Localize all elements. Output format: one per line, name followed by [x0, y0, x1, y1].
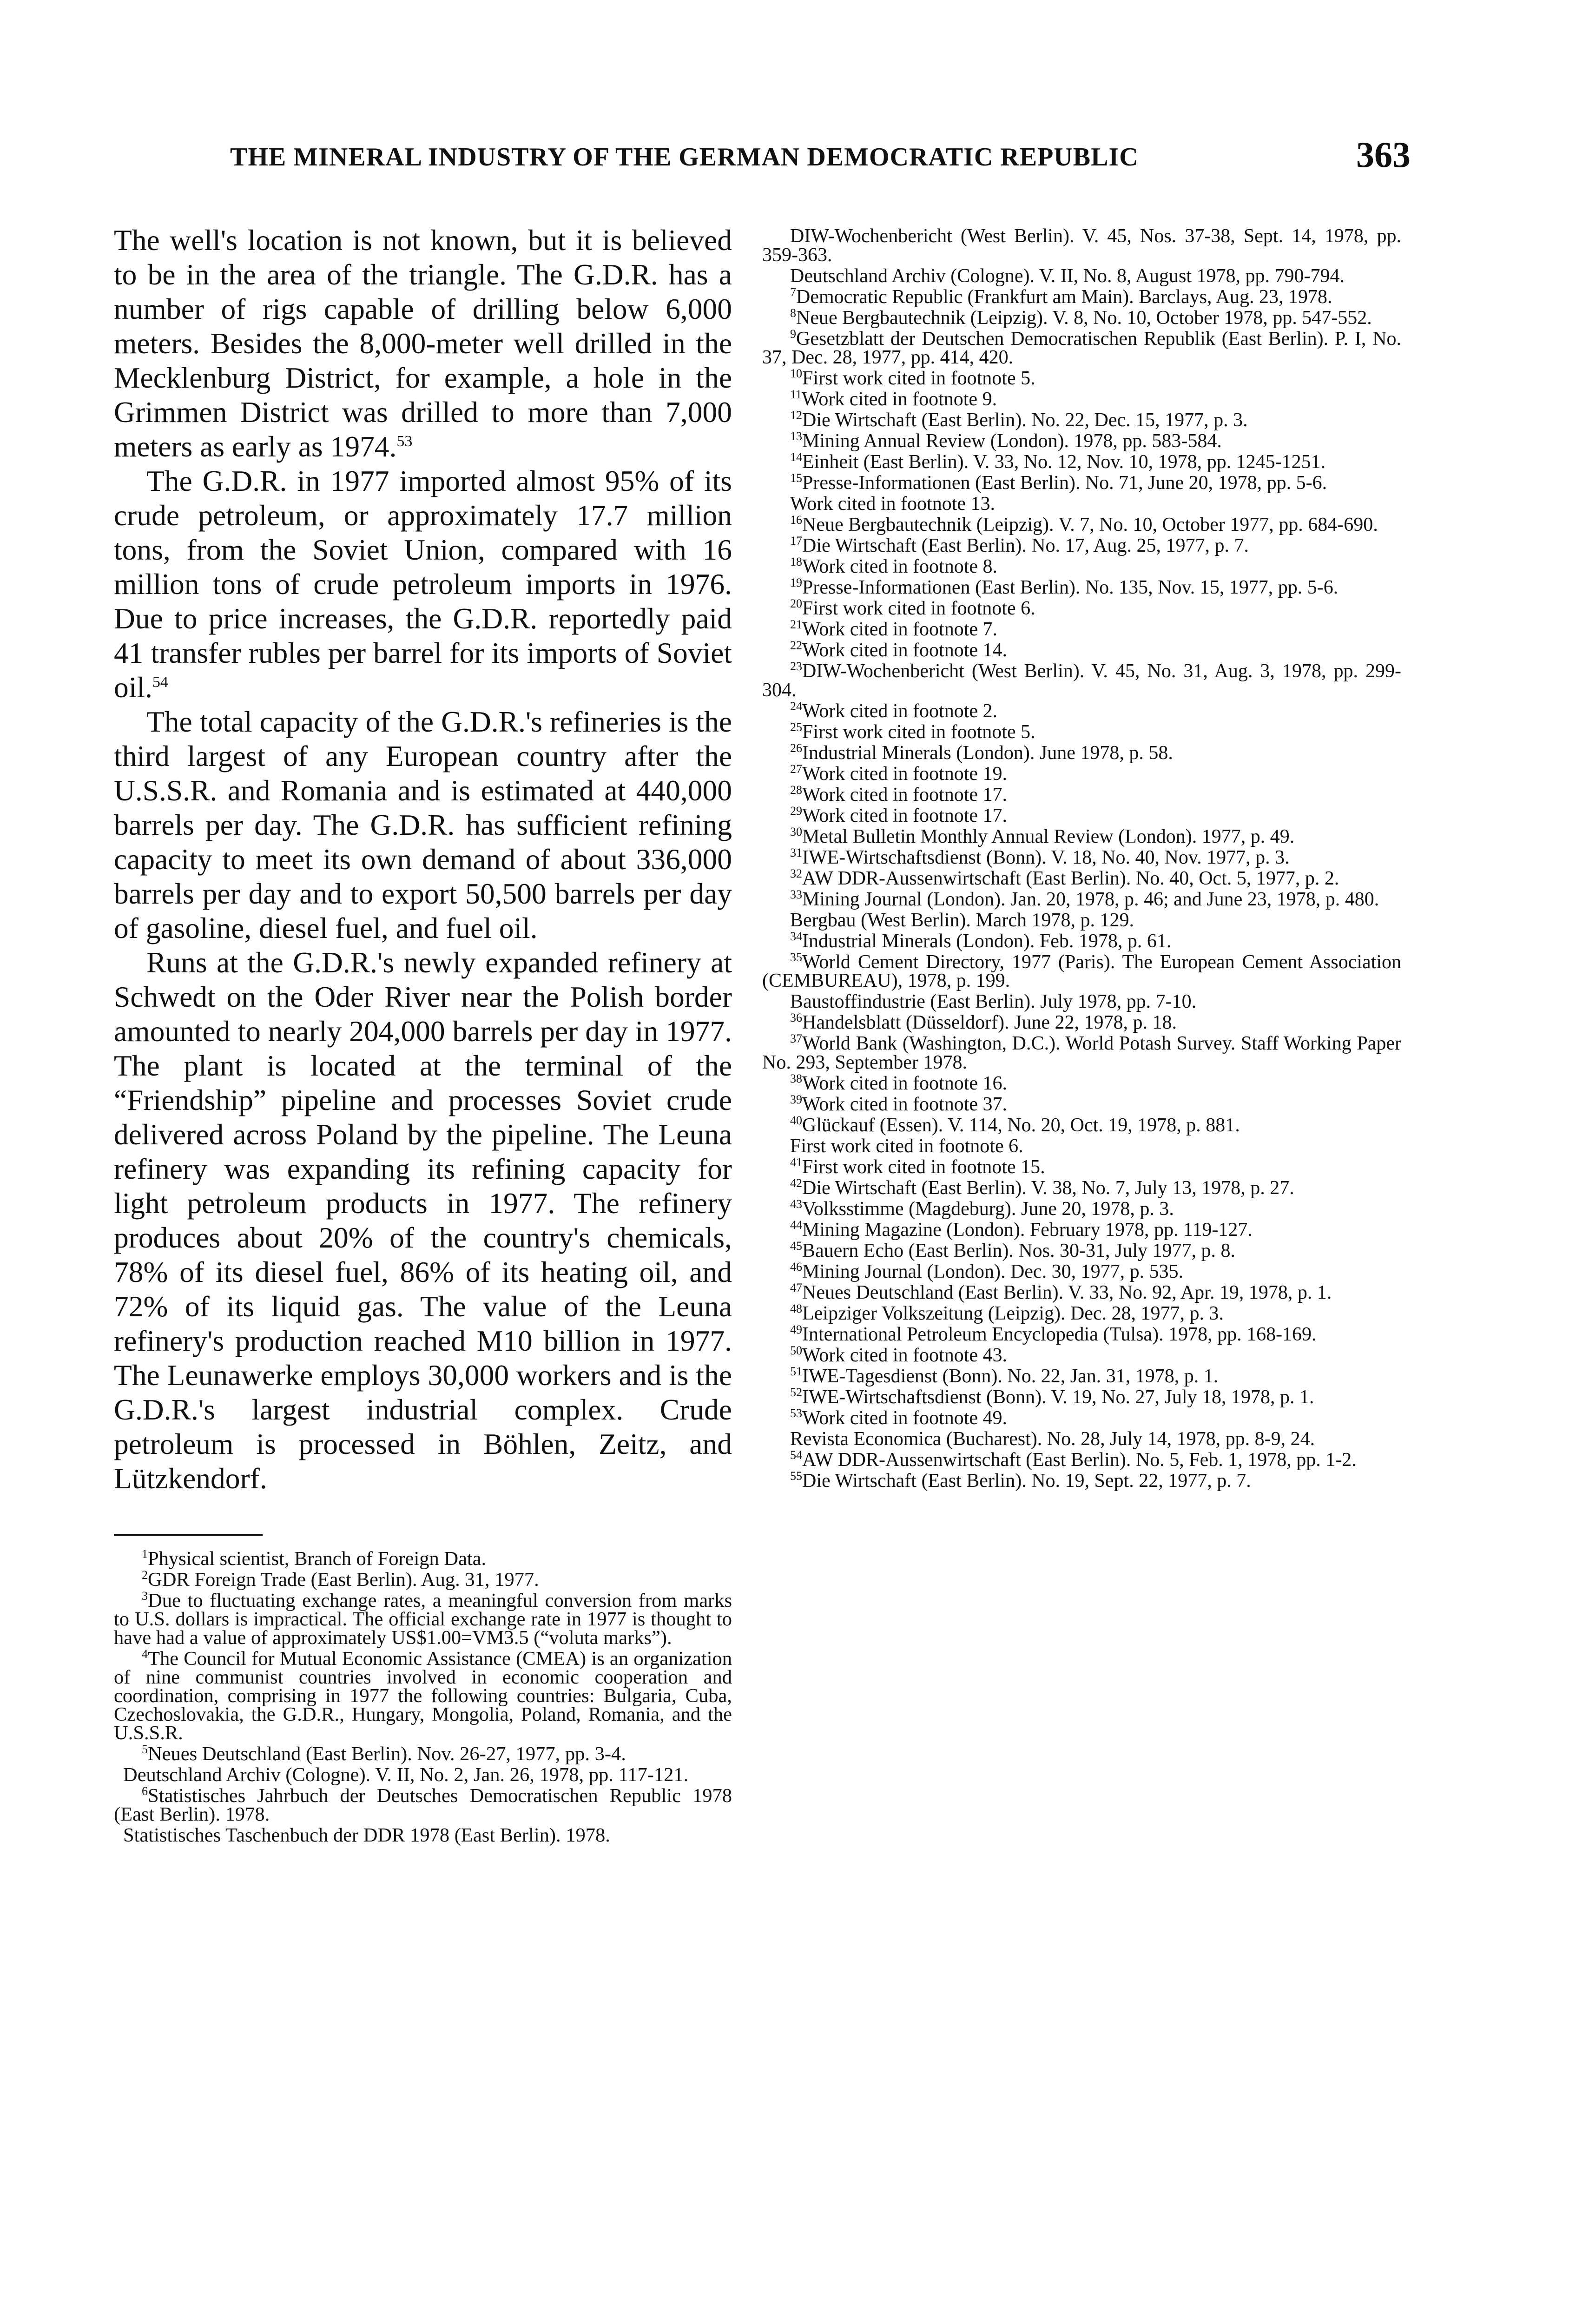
note-text: Work cited in footnote 8. — [802, 556, 998, 577]
reference-item — [762, 1013, 1401, 1032]
reference-item — [762, 1301, 1401, 1324]
reference-item — [762, 327, 1401, 368]
reference-item — [762, 1155, 1401, 1178]
reference-item — [762, 599, 1401, 618]
note-number: 12 — [790, 409, 802, 422]
note-text: Statistisches Taschenbuch der DDR 1978 (East Berlin). 1978. — [123, 1824, 610, 1846]
note-number: 54 — [790, 1448, 802, 1462]
footnote-rule — [114, 1534, 263, 1536]
note-number: 26 — [790, 741, 802, 755]
body-paragraph — [114, 223, 732, 464]
note-text: Volksstimme (Magdeburg). June 20, 1978, p. 3. — [802, 1198, 1174, 1220]
reference-item — [762, 1430, 1401, 1449]
reference-item — [762, 495, 1401, 514]
note-number: 13 — [790, 429, 802, 443]
note-text: Baustoffindustrie (East Berlin). July 1978, pp. 7-10. — [790, 991, 1197, 1012]
note-text: Neue Bergbautechnik (Leipzig). V. 8, No. 10, October 1978, pp. 547-552. — [796, 307, 1372, 329]
reference-item — [762, 1034, 1401, 1072]
note-number: 45 — [790, 1239, 802, 1253]
reference-item — [762, 578, 1401, 597]
reference-item — [762, 950, 1401, 991]
note-text: DIW-Wochenbericht (West Berlin). V. 45, Nos. 37-38, Sept. 14, 1978, pp. 359-363. — [762, 225, 1401, 266]
note-text: Work cited in footnote 49. — [802, 1407, 1008, 1429]
note-number: 22 — [790, 639, 802, 652]
note-text: Deutschland Archiv (Cologne). V. II, No. 8, August 1978, pp. 790-794. — [790, 265, 1345, 287]
note-text: Gesetzblatt der Deutschen Democratischen Republik (East Berlin). P. I, No. 37, Dec. 28, 1977, pp. 414, 420. — [762, 328, 1401, 368]
reference-item — [762, 929, 1401, 952]
reference-item — [762, 285, 1401, 308]
reference-item — [762, 1448, 1401, 1471]
paragraph-text: The G.D.R. in 1977 imported almost 95% of its crude petroleum, or approximately 17.7 million tons, from the Soviet Union, compared with 16 million tons of crude petroleum imports in 1976. Due to price increases, the G.D.R. reportedly paid 41 transfer rubles per barrel for its imports of Soviet oil. — [114, 464, 732, 704]
footnote-item — [114, 1547, 732, 1570]
reference-item — [762, 992, 1401, 1011]
reference-item — [762, 1469, 1401, 1492]
note-text: Deutschland Archiv (Cologne). V. II, No. 2, Jan. 26, 1978, pp. 117-121. — [123, 1764, 689, 1786]
reference-item — [762, 536, 1401, 555]
reference-item — [762, 1322, 1401, 1345]
note-text: Mining Journal (London). Dec. 30, 1977, p. 535. — [802, 1261, 1184, 1282]
note-number: 47 — [790, 1281, 802, 1294]
reference-item — [762, 1197, 1401, 1220]
note-text: First work cited in footnote 15. — [802, 1156, 1045, 1178]
paragraph-text: Runs at the G.D.R.'s newly expanded refinery at Schwedt on the Oder River near the Polish border amounted to nearly 204,000 barrels per day in 1977. The plant is located at the terminal of the “Friendship” pipeline and processes Soviet crude delivered across Poland by the pipeline. The Leuna refinery was expanding its refining capacity for light petroleum products in 1977. The refinery produces about 20% of the country's chemicals, 78% of its diesel fuel, 86% of its heating oil, and 72% of its liquid gas. The value of the Leuna refinery's production reached M10 billion in 1977. The Leunawerke employs 30,000 workers and is the G.D.R.'s largest industrial complex. Crude petroleum is processed in Böhlen, Zeitz, and Lützkendorf. — [114, 946, 732, 1495]
note-number: 41 — [790, 1155, 802, 1169]
reference-item — [762, 450, 1401, 473]
note-number: 30 — [790, 825, 802, 838]
note-number: 53 — [790, 1406, 802, 1420]
note-text: International Petroleum Encyclopedia (Tulsa). 1978, pp. 168-169. — [802, 1323, 1317, 1345]
body-paragraph — [114, 705, 732, 945]
note-number: 19 — [790, 576, 802, 589]
note-number: 21 — [790, 618, 802, 631]
reference-item — [762, 306, 1401, 329]
note-text: Neues Deutschland (East Berlin). Nov. 26-27, 1977, pp. 3-4. — [148, 1743, 626, 1765]
reference-item — [762, 390, 1401, 409]
reference-item — [762, 662, 1401, 700]
reference-item — [762, 1343, 1401, 1366]
page-header — [230, 134, 1411, 190]
reference-item — [762, 515, 1401, 535]
note-text: Leipziger Volkszeitung (Leipzig). Dec. 28, 1977, p. 3. — [802, 1302, 1224, 1324]
note-text: Work cited in footnote 7. — [802, 619, 998, 640]
note-text: GDR Foreign Trade (East Berlin). Aug. 31, 1977. — [148, 1569, 539, 1591]
note-number: 39 — [790, 1092, 802, 1106]
footnote-item — [114, 1591, 732, 1647]
reference-item — [762, 741, 1401, 764]
note-number: 32 — [790, 866, 802, 880]
note-text: Revista Economica (Bucharest). No. 28, July 14, 1978, pp. 8-9, 24. — [790, 1428, 1315, 1450]
reference-item — [762, 267, 1401, 286]
note-number: 40 — [790, 1113, 802, 1127]
reference-item — [762, 429, 1401, 452]
note-number: 17 — [790, 534, 802, 548]
reference-item — [762, 845, 1401, 868]
footnote-marker: 53 — [396, 432, 413, 450]
note-number: 33 — [790, 887, 802, 901]
note-text: First work cited in footnote 5. — [802, 368, 1035, 389]
footnote-list — [114, 1547, 732, 1846]
footnote-item — [114, 1784, 732, 1825]
note-text: World Cement Directory, 1977 (Paris). The European Cement Association (CEMBUREAU), 1978, p. 199. — [762, 951, 1401, 991]
reference-item — [762, 1385, 1401, 1408]
reference-item — [762, 641, 1401, 660]
note-number: 16 — [790, 513, 802, 527]
reference-item — [762, 557, 1401, 576]
footnote-marker: 54 — [152, 673, 168, 691]
note-number: 48 — [790, 1301, 802, 1315]
note-number: 51 — [790, 1364, 802, 1378]
note-number: 3 — [142, 1589, 148, 1603]
note-number: 31 — [790, 845, 802, 859]
reference-item — [762, 1283, 1401, 1302]
note-text: Mining Annual Review (London). 1978, pp. 583-584. — [802, 430, 1222, 452]
note-text: Work cited in footnote 2. — [802, 700, 998, 722]
note-number: 28 — [790, 783, 802, 797]
note-text: Industrial Minerals (London). June 1978, p. 58. — [802, 742, 1173, 764]
footnote-item — [114, 1742, 732, 1765]
note-text: Work cited in footnote 9. — [802, 389, 997, 410]
page-number: 363 — [1356, 134, 1411, 175]
note-text: Due to fluctuating exchange rates, a meaningful conversion from marks to U.S. dollars is impractical. The official exchange rate in 1977 is thought to have had a value of approximately US$1.00=VM3.5 (“voluta marks”). — [114, 1590, 732, 1649]
note-number: 34 — [790, 929, 802, 943]
paragraph-text: The total capacity of the G.D.R.'s refineries is the third largest of any European country after the U.S.S.R. and Romania and is estimated at 440,000 barrels per day. The G.D.R. has sufficient refining capacity to meet its own demand of about 336,000 barrels per day and to export 50,500 barrels per day of gasoline, diesel fuel, and fuel oil. — [114, 705, 732, 944]
paragraph-text: The well's location is not known, but it is believed to be in the area of the triangle. The G.D.R. has a number of rigs capable of drilling below 6,000 meters. Besides the 8,000-meter well drilled in the Mecklenburg District, for example, a hole in the Grimmen District was drilled to more than 7,000 meters as early as 1974. — [114, 224, 732, 463]
note-text: Glückauf (Essen). V. 114, No. 20, Oct. 19, 1978, p. 881. — [802, 1114, 1240, 1136]
reference-item — [762, 1262, 1401, 1281]
reference-item — [762, 411, 1401, 430]
note-text: Bergbau (West Berlin). March 1978, p. 129. — [790, 909, 1134, 931]
note-number: 38 — [790, 1071, 802, 1085]
note-number: 2 — [142, 1568, 148, 1582]
reference-item — [762, 720, 1401, 743]
reference-item — [762, 227, 1401, 264]
note-number: 7 — [790, 285, 796, 299]
note-number: 9 — [790, 327, 796, 341]
note-text: AW DDR-Aussenwirtschaft (East Berlin). No. 40, Oct. 5, 1977, p. 2. — [802, 867, 1339, 889]
reference-item — [762, 1137, 1401, 1156]
reference-item — [762, 783, 1401, 805]
reference-item — [762, 1241, 1401, 1261]
note-number: 42 — [790, 1176, 802, 1190]
note-text: Statistisches Jahrbuch der Deutsches Democratischen Republic 1978 (East Berlin). 1978. — [114, 1785, 732, 1825]
note-number: 4 — [142, 1647, 148, 1661]
reference-item — [762, 1218, 1401, 1241]
reference-item — [762, 866, 1401, 889]
reference-item — [762, 1364, 1401, 1387]
reference-item — [762, 762, 1401, 785]
references-column — [762, 227, 1401, 1492]
note-text: Neues Deutschland (East Berlin). V. 33, No. 92, Apr. 19, 1978, p. 1. — [802, 1281, 1332, 1303]
reference-item — [762, 1092, 1401, 1115]
note-text: Einheit (East Berlin). V. 33, No. 12, Nov. 10, 1978, pp. 1245-1251. — [802, 451, 1326, 473]
running-title: THE MINERAL INDUSTRY OF THE GERMAN DEMOCRATIC REPUBLIC — [230, 143, 1139, 172]
reference-item — [762, 369, 1401, 388]
note-text: The Council for Mutual Economic Assistance (CMEA) is an organization of nine communist countries involved in economic cooperation and coordination, comprising in 1977 the following countries: Bulgaria, Cuba, Czechoslovakia, the G.D.R., Hungary, Mongolia, Poland, Romania, and the U.S.S.R. — [114, 1648, 732, 1744]
body-paragraph — [114, 945, 732, 1496]
footnote-item — [114, 1826, 732, 1845]
note-text: Mining Magazine (London). February 1978, pp. 119-127. — [802, 1219, 1253, 1241]
note-text: Bauern Echo (East Berlin). Nos. 30-31, July 1977, p. 8. — [802, 1240, 1236, 1261]
note-text: Presse-Informationen (East Berlin). No. 71, June 20, 1978, pp. 5-6. — [802, 472, 1327, 494]
note-number: 23 — [790, 660, 802, 673]
note-text: IWE-Tagesdienst (Bonn). No. 22, Jan. 31, 1978, p. 1. — [802, 1365, 1219, 1387]
reference-item — [762, 699, 1401, 722]
note-text: Work cited in footnote 43. — [802, 1344, 1008, 1366]
body-paragraph — [114, 464, 732, 705]
body-text — [114, 223, 732, 1496]
note-number: 49 — [790, 1322, 802, 1336]
reference-list — [762, 227, 1401, 1490]
reference-item — [762, 911, 1401, 930]
note-text: IWE-Wirtschaftsdienst (Bonn). V. 19, No. 27, July 18, 1978, p. 1. — [802, 1386, 1314, 1408]
footnote-item — [114, 1568, 732, 1591]
note-number: 37 — [790, 1032, 802, 1045]
note-number: 29 — [790, 804, 802, 818]
note-text: AW DDR-Aussenwirtschaft (East Berlin). No. 5, Feb. 1, 1978, pp. 1-2. — [802, 1449, 1357, 1471]
note-number: 24 — [790, 699, 802, 713]
note-text: Die Wirtschaft (East Berlin). No. 17, Aug. 25, 1977, p. 7. — [802, 535, 1249, 556]
note-number: 50 — [790, 1343, 802, 1357]
note-number: 43 — [790, 1197, 802, 1211]
body-column — [114, 223, 732, 1847]
note-text: Die Wirtschaft (East Berlin). No. 19, Sept. 22, 1977, p. 7. — [802, 1470, 1251, 1492]
note-number: 8 — [790, 306, 796, 320]
note-text: Presse-Informationen (East Berlin). No. 135, Nov. 15, 1977, pp. 5-6. — [802, 577, 1338, 598]
note-text: Mining Journal (London). Jan. 20, 1978, p. 46; and June 23, 1978, p. 480. — [802, 888, 1379, 910]
note-number: 25 — [790, 720, 802, 734]
note-number: 44 — [790, 1218, 802, 1232]
note-text: World Bank (Washington, D.C.). World Potash Survey. Staff Working Paper No. 293, September 1978. — [762, 1033, 1401, 1073]
footnote-item — [114, 1766, 732, 1784]
note-text: Die Wirtschaft (East Berlin). No. 22, Dec. 15, 1977, p. 3. — [802, 409, 1248, 431]
note-text: Work cited in footnote 37. — [802, 1093, 1008, 1115]
reference-item — [762, 1176, 1401, 1199]
note-text: Work cited in footnote 17. — [802, 784, 1008, 805]
reference-item — [762, 887, 1401, 910]
note-text: Work cited in footnote 19. — [802, 763, 1008, 785]
note-number: 6 — [142, 1784, 148, 1798]
note-text: Work cited in footnote 16. — [802, 1072, 1008, 1094]
note-text: Physical scientist, Branch of Foreign Data. — [148, 1548, 487, 1570]
note-number: 10 — [790, 367, 802, 380]
note-text: IWE-Wirtschaftsdienst (Bonn). V. 18, No. 40, Nov. 1977, p. 3. — [802, 846, 1290, 868]
note-text: Metal Bulletin Monthly Annual Review (London). 1977, p. 49. — [802, 825, 1295, 847]
note-number: 18 — [790, 555, 802, 568]
note-text: First work cited in footnote 5. — [802, 721, 1035, 743]
note-text: Industrial Minerals (London). Feb. 1978, p. 61. — [802, 930, 1172, 952]
reference-item — [762, 620, 1401, 639]
reference-item — [762, 1071, 1401, 1094]
note-number: 36 — [790, 1011, 802, 1024]
note-text: Neue Bergbautechnik (Leipzig). V. 7, No. 10, October 1977, pp. 684-690. — [802, 514, 1378, 535]
note-text: Work cited in footnote 13. — [790, 493, 996, 515]
note-text: Handelsblatt (Düsseldorf). June 22, 1978, p. 18. — [802, 1012, 1177, 1033]
note-number: 15 — [790, 471, 802, 485]
reference-item — [762, 806, 1401, 825]
reference-item — [762, 1113, 1401, 1136]
footnote-item — [114, 1647, 732, 1744]
reference-item — [762, 1406, 1401, 1429]
note-number: 1 — [142, 1547, 148, 1561]
note-number: 52 — [790, 1385, 802, 1399]
note-number: 46 — [790, 1260, 802, 1274]
note-text: Democratic Republic (Frankfurt am Main). Barclays, Aug. 23, 1978. — [796, 286, 1332, 308]
note-number: 20 — [790, 597, 802, 610]
note-text: Die Wirtschaft (East Berlin). V. 38, No. 7, July 13, 1978, p. 27. — [802, 1177, 1294, 1199]
note-text: Work cited in footnote 14. — [802, 640, 1008, 661]
note-text: Work cited in footnote 17. — [802, 805, 1008, 826]
reference-item — [762, 827, 1401, 846]
note-number: 11 — [790, 388, 802, 401]
note-text: DIW-Wochenbericht (West Berlin). V. 45, No. 31, Aug. 3, 1978, pp. 299-304. — [762, 660, 1401, 701]
note-number: 55 — [790, 1469, 802, 1483]
note-number: 14 — [790, 450, 802, 464]
note-number: 5 — [142, 1742, 148, 1756]
reference-item — [762, 471, 1401, 494]
note-text: First work cited in footnote 6. — [802, 598, 1035, 619]
note-text: First work cited in footnote 6. — [790, 1135, 1023, 1157]
note-number: 35 — [790, 950, 802, 964]
note-number: 27 — [790, 762, 802, 776]
